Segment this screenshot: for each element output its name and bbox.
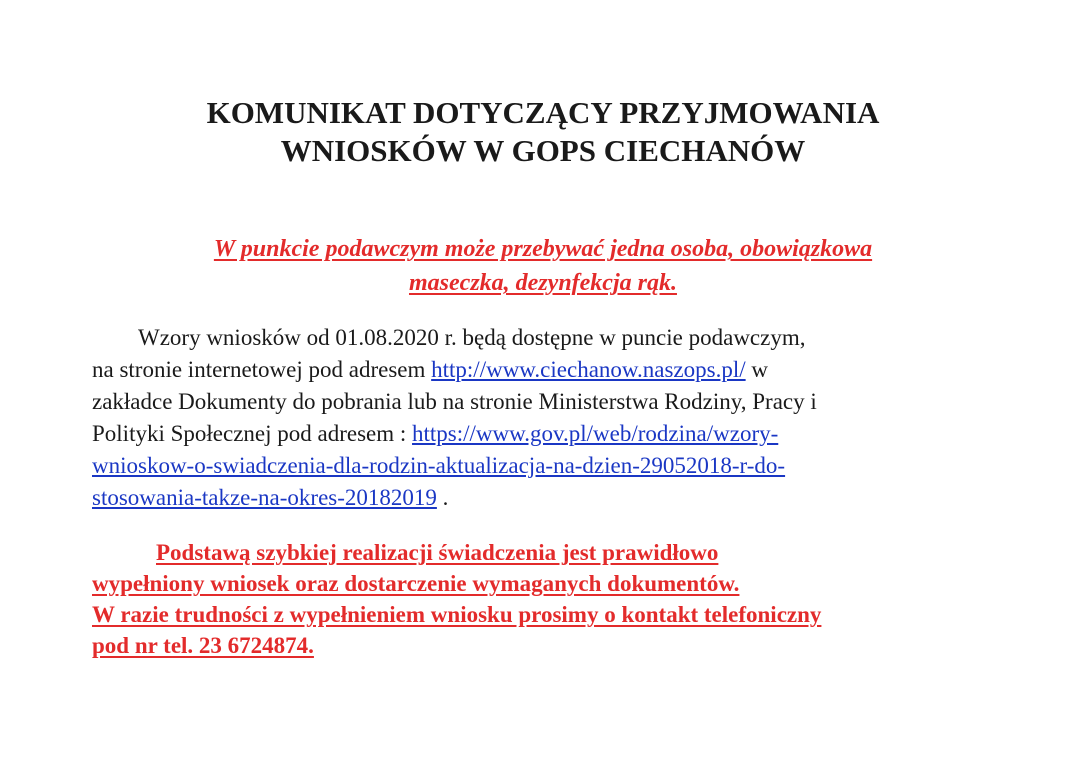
ministry-link-part-3[interactable]: stosowania-takze-na-okres-20182019 [92, 485, 437, 510]
gops-website-link[interactable]: http://www.ciechanow.naszops.pl/ [431, 357, 746, 382]
important-line-2-text: wypełniony wniosek oraz dostarczenie wymaganych dokumentów. [92, 571, 740, 596]
ministry-link-part-1[interactable]: https://www.gov.pl/web/rodzina/wzory- [412, 421, 779, 446]
important-line-1 [92, 537, 1012, 568]
important-notice [92, 537, 1012, 661]
phone-number-text: pod nr tel. 23 6724874. [92, 633, 314, 658]
body-line-2 [92, 354, 1002, 386]
body-line-4-prefix: Polityki Społecznej pod adresem : [92, 421, 413, 446]
body-line-2-prefix: na stronie internetowej pod adresem [92, 357, 432, 382]
safety-notice [0, 232, 1086, 300]
ministry-link-part-2[interactable]: wnioskow-o-swiadczenia-dla-rodzin-aktualizacja-na-dzien-29052018-r-do- [92, 453, 786, 478]
important-line-1-text: Podstawą szybkiej realizacji świadczenia jest prawidłowo [156, 540, 719, 565]
important-line-2 [92, 568, 1012, 599]
title-line-2: WNIOSKÓW W GOPS CIECHANÓW [280, 133, 806, 168]
notice-line-1: W punkcie podawczym może przebywać jedna osoba, obowiązkowa [213, 236, 873, 262]
important-line-3 [92, 599, 1012, 630]
title-line-1: KOMUNIKAT DOTYCZĄCY PRZYJMOWANIA [206, 95, 880, 130]
body-line-1: Wzory wniosków od 01.08.2020 r. będą dostępne w puncie podawczym, [138, 325, 806, 350]
important-line-4 [92, 630, 1012, 661]
important-line-3-text: W razie trudności z wypełnieniem wniosku prosimy o kontakt telefoniczny [92, 602, 822, 627]
body-line-3: zakładce Dokumenty do pobrania lub na stronie Ministerstwa Rodziny, Pracy i [92, 389, 817, 414]
body-line-6-suffix: . [436, 485, 449, 510]
notice-line-2: maseczka, dezynfekcja rąk. [409, 270, 677, 296]
page-title [0, 94, 1086, 170]
body-line-5 [92, 450, 1002, 482]
body-line-4 [92, 418, 1002, 450]
body-line-6 [92, 482, 1002, 514]
body-line-2-suffix: w [745, 357, 768, 382]
body-paragraph [92, 322, 1002, 514]
